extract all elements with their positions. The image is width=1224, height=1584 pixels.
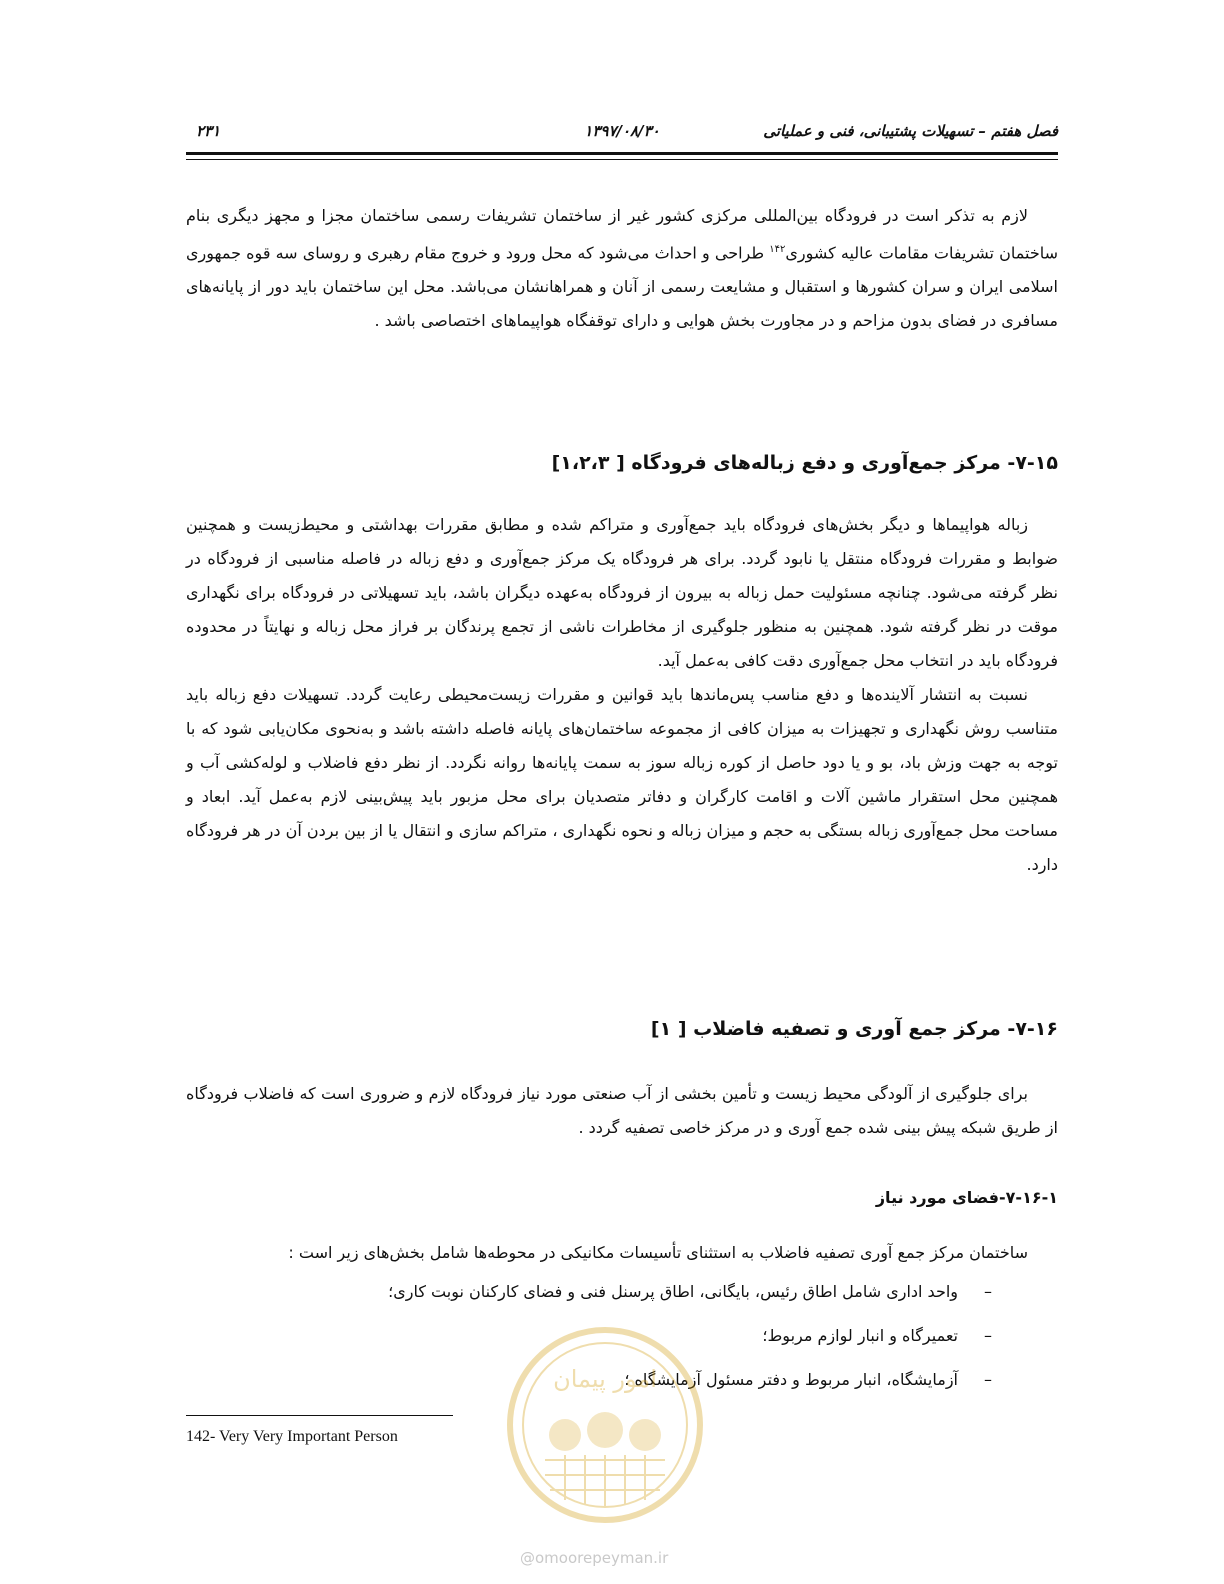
header-rule-thin [186, 159, 1058, 160]
footnote: 142- Very Very Important Person [186, 1428, 398, 1445]
list-item [186, 1270, 1058, 1314]
intro-text-1: لازم به تذکر است در فرودگاه بین‌المللی مرکزی کشور غیر از ساختمان تشریفات رسمی ساختمان مجزا و مجهز دیگری بنام ساختمان تشریفات مقامات عالیه کشوری [186, 206, 1058, 263]
list-marker: – [984, 1282, 992, 1301]
section-15-paragraph-2: نسبت به انتشار آلاینده‌ها و دفع مناسب پس‌ماندها باید قوانین و مقررات زیست‌محیطی رعایت گردد. تسهیلات دفع زباله باید متناسب روش نگهداری و تجهیزات به میزان کافی از مجموعه ساختمان‌های پایانه فاصله داشته باشد و به‌نحوی مکان‌یابی شود که با توجه به جهت وزش باد، بو و یا دود حاصل از کوره زباله سوز به سمت پایانه‌ها روانه نگردد. از نظر دفع فاضلاب و لوله‌کشی آب و همچنین محل استقرار ماشین آلات و اقامت کارگران و دفاتر متصدیان برای محل مزبور باید پیش‌بینی لازم به‌عمل آید. ابعاد و مساحت محل جمع‌آوری زباله بستگی به حجم و میزان زباله و نحوه نگهداری ، متراکم سازی و انتقال یا از بین بردن آن در هر فرودگاه دارد. [186, 685, 1058, 874]
header-rule-thick [186, 152, 1058, 155]
section-16-1-intro: ساختمان مرکز جمع آوری تصفیه فاضلاب به استثنای تأسیسات مکانیکی در محوطه‌ها شامل بخش‌های زیر است : [288, 1243, 1028, 1262]
footnote-separator [186, 1415, 453, 1416]
section-15-body [186, 508, 1058, 882]
section-16-1-intro-block [186, 1236, 1058, 1270]
section-16-heading: ۷-۱۶- مرکز جمع آوری و تصفیه فاضلاب [ ۱] [650, 1018, 1058, 1040]
section-16-body [186, 1077, 1058, 1145]
intro-text-2: طراحی و احداث می‌شود که محل ورود و خروج مقام رهبری و روسای سه قوه جمهوری اسلامی ایران و سران کشورها و استقبال و مشایعت رسمی از آنان و همراهانشان می‌باشد. محل این ساختمان باید دور از پایانه‌های مسافری در فضای بدون مزاحم و در مجاورت بخش هوایی و دارای توقفگاه هواپیماهای اختصاصی باشد . [186, 243, 1058, 331]
footnote-reference: ۱۴۲ [769, 244, 786, 255]
chapter-title: فصل هفتم – تسهیلات پشتیبانی، فنی و عملیاتی [763, 122, 1058, 140]
section-16-1-heading: ۷-۱۶-۱-فضای مورد نیاز [875, 1188, 1058, 1207]
watermark-logo [505, 1325, 705, 1525]
section-15-heading: ۷-۱۵- مرکز جمع‌آوری و دفع زباله‌های فرودگاه [ ۱،۲،۳] [551, 452, 1058, 474]
list-item-text: آزمایشگاه، انبار مربوط و دفتر مسئول آزمایشگاه ؛ [624, 1370, 958, 1389]
list-item-text: واحد اداری شامل اطاق رئیس، بایگانی، اطاق پرسنل فنی و فضای کارکنان نوبت کاری؛ [388, 1282, 958, 1301]
intro-paragraph-block [186, 199, 1058, 338]
intro-paragraph [186, 199, 1058, 338]
page-number: ۲۳۱ [196, 122, 221, 140]
header-date: ۱۳۹۷/۰۸/۳۰ [584, 122, 660, 140]
watermark-url: @omoorepeyman.ir [520, 1549, 669, 1567]
watermark-logo-text: امور پیمان [553, 1365, 657, 1393]
list-item-text: تعمیرگاه و انبار لوازم مربوط؛ [762, 1326, 958, 1345]
list-marker: – [984, 1370, 992, 1389]
section-16-paragraph-1: برای جلوگیری از آلودگی محیط زیست و تأمین بخشی از آب صنعتی مورد نیاز فرودگاه لازم و ضروری است که فاضلاب فرودگاه از طریق شبکه پیش بینی شده جمع آوری و در مرکز خاصی تصفیه گردد . [186, 1084, 1058, 1137]
page-header [186, 118, 1058, 148]
section-15-paragraph-1: زباله هواپیماها و دیگر بخش‌های فرودگاه باید جمع‌آوری و متراکم شده و مطابق مقررات بهداشتی و محیط‌زیست و همچنین ضوابط و مقررات فرودگاه منتقل یا نابود گردد. برای هر فرودگاه یک مرکز جمع‌آوری و دفع زباله در فاصله مناسبی از فرودگاه در نظر گرفته می‌شود. چنانچه مسئولیت حمل زباله به بیرون از فرودگاه به‌عهده دیگران باشد، باید تسهیلاتی در فرودگاه برای نگهداری موقت در نظر گرفته شود. همچنین به منظور جلوگیری از مخاطرات ناشی از تجمع پرندگان بر فراز محل زباله و نهایتاً در محدوده فرودگاه باید در انتخاب محل جمع‌آوری دقت کافی به‌عمل آید. [186, 515, 1058, 670]
list-marker: – [984, 1326, 992, 1345]
